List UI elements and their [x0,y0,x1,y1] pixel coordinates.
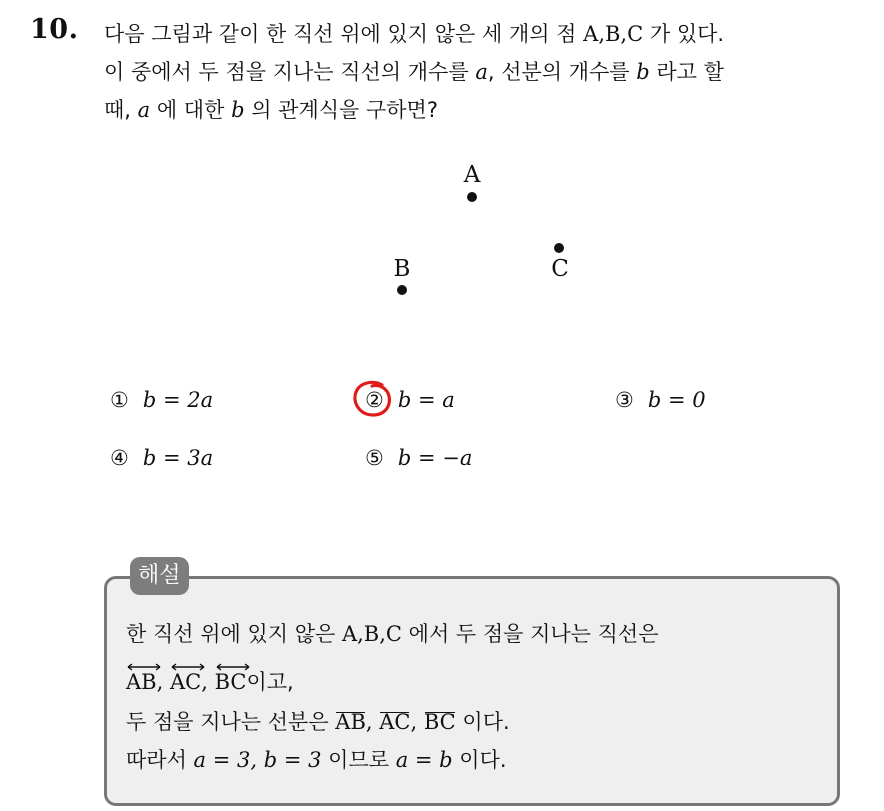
separator: , [201,670,215,694]
point-label-c: C [551,256,569,282]
question-number: 10. [30,14,79,45]
solution-text: 에서 두 점을 지나는 직선은 [401,622,659,646]
solution-text: 이다. [455,710,510,734]
solution-line-3 [126,706,510,736]
question-line-1 [104,18,724,48]
choice-number: ② [365,388,384,412]
line-label: AB [126,670,157,694]
line-label: AC [169,670,202,694]
question-text: 다음 그림과 같이 한 직선 위에 있지 않은 세 개의 점 [104,22,584,46]
solution-text: 두 점을 지나는 선분은 [126,710,336,734]
answer-mark-circle [352,379,394,419]
var-b: b [636,60,650,84]
line-bc-notation [215,670,247,694]
point-label-a: A [463,162,481,188]
double-arrow-icon [215,662,251,672]
solution-text: 한 직선 위에 있지 않은 [126,622,342,646]
solution-line-1 [126,618,659,648]
points-label: A,B,C [341,622,402,646]
question-line-3 [104,94,438,124]
point-a-dot [467,192,477,202]
choice-number: ③ [615,388,634,412]
question-line-2 [104,56,724,86]
choice-number: ① [110,388,129,412]
solution-text: 이고, [246,670,294,694]
choice-number: ④ [110,446,129,470]
point-b-dot [397,285,407,295]
segment-ac: AC [379,710,411,734]
solution-text: 따라서 [126,748,194,772]
var-a: a [475,60,488,84]
separator: , [156,670,170,694]
choice-4[interactable] [110,446,213,470]
solution-text: 이므로 [321,748,396,772]
point-label-b: B [393,256,411,282]
var-b: b [231,98,245,122]
points-label: A,B,C [583,22,644,46]
var-a: a [137,98,151,122]
line-label: BC [214,670,247,694]
segment-bc: BC [423,710,456,734]
point-c-dot [554,243,564,253]
question-text: 의 관계식을 구하면? [244,98,438,122]
question-text: 라고 할 [649,60,724,84]
solution-math: a = 3, b = 3 [193,748,322,772]
solution-line-2 [126,666,294,696]
choice-expr: b = 3a [142,446,214,470]
choice-expr: b = a [397,388,455,412]
solution-tag: 해설 [130,557,189,595]
double-arrow-icon [170,662,206,672]
solution-math: a = b [395,748,453,772]
question-text: 이 중에서 두 점을 지나는 직선의 개수를 [104,60,476,84]
choice-3[interactable] [615,388,706,412]
segment-ab: AB [335,710,366,734]
choice-expr: b = 0 [647,388,706,412]
solution-line-4 [126,744,507,774]
separator: , [365,710,380,734]
choice-expr: b = −a [397,446,473,470]
question-text: 에 대한 [150,98,232,122]
line-ac-notation [170,670,201,694]
choice-1[interactable] [110,388,213,412]
question-text: 가 있다. [643,22,725,46]
choice-number: ⑤ [365,446,384,470]
question-text: 때, [104,98,138,122]
choice-5[interactable] [365,446,472,470]
line-ab-notation [126,670,157,694]
question-text: , 선분의 개수를 [487,60,637,84]
solution-text: 이다. [452,748,507,772]
double-arrow-icon [126,662,162,672]
separator: , [410,710,424,734]
choice-expr: b = 2a [142,388,214,412]
